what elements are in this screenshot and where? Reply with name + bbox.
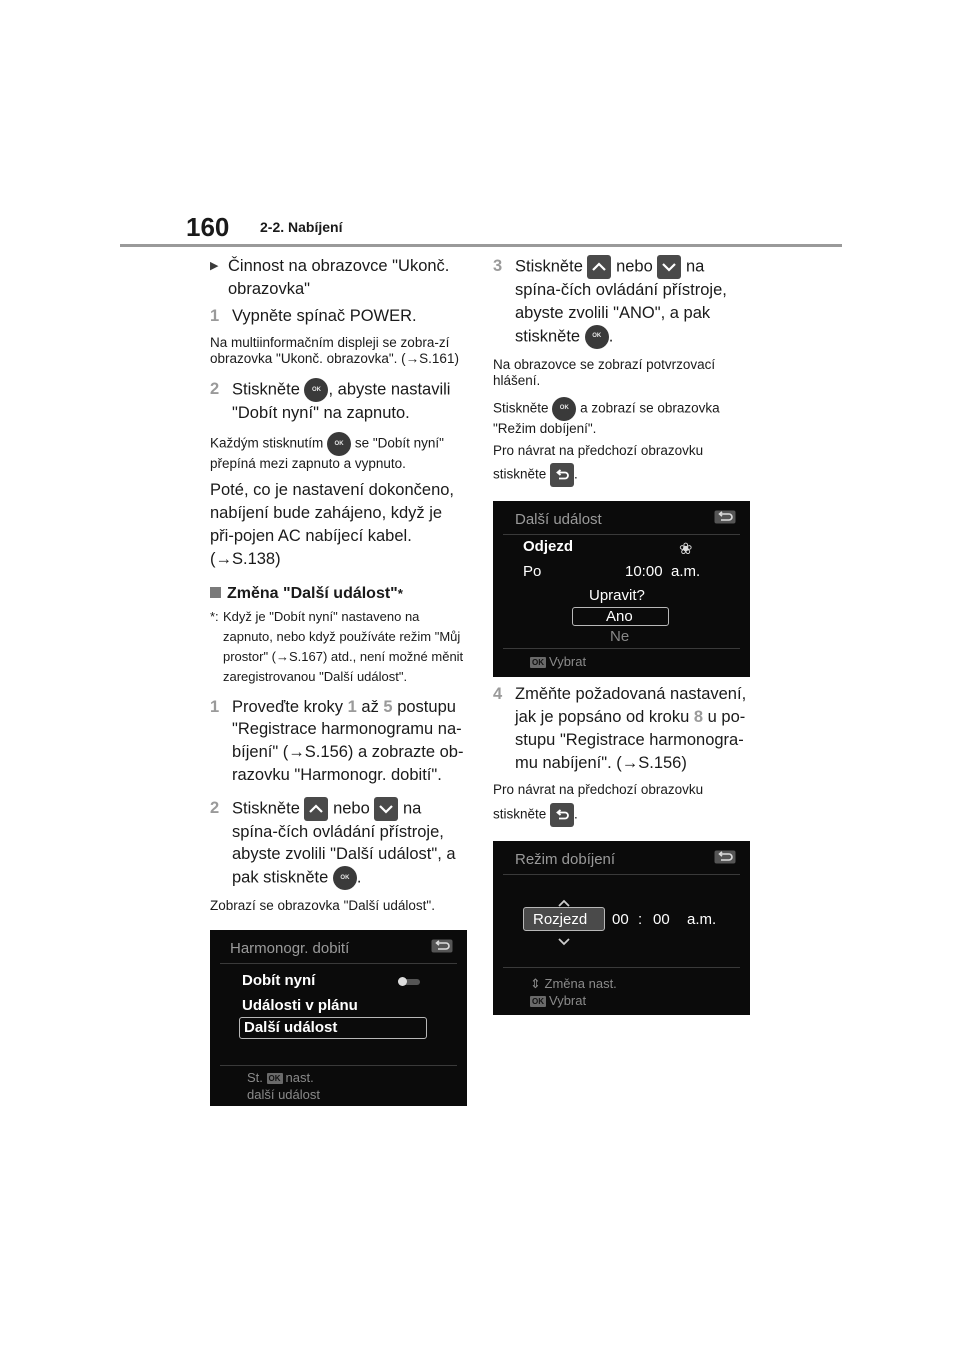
step-3 xyxy=(210,696,470,787)
footnote-mark: *: xyxy=(210,609,219,624)
subheading-text: Změna "Další událost" xyxy=(227,585,398,602)
step-text-a: Stiskněte xyxy=(232,380,300,399)
menu-item-udalosti: Události v plánu xyxy=(242,997,358,1015)
step-5 xyxy=(493,255,753,349)
up-arrow-icon xyxy=(304,797,328,821)
screen-dalsi-udalost xyxy=(493,501,750,677)
step-text-a: Stiskněte xyxy=(515,257,583,276)
menu-item-dalsi-udalost: Další událost xyxy=(244,1019,338,1037)
screen-rule xyxy=(220,963,457,964)
screen-rule xyxy=(503,648,740,649)
note-5-a: Stiskněte xyxy=(493,400,549,416)
screen-footer-2 xyxy=(530,993,586,1008)
note-6: Pro návrat na předchozí obrazovku xyxy=(493,443,704,459)
down-arrow-icon xyxy=(657,255,681,279)
label-odjezd: Odjezd xyxy=(523,538,574,556)
step-ref: 8 xyxy=(693,708,704,727)
footer-text: Vybrat xyxy=(549,654,587,670)
option-ano: Ano xyxy=(606,608,633,626)
screen-title: Další událost xyxy=(515,511,602,529)
step-text-c: postupu "Registrace harmonogramu na-bíjení" (→S.156) a zobrazte ob-razovku "Harmonogr. dobití". xyxy=(232,697,464,784)
note-6b xyxy=(493,463,753,487)
screen-rule xyxy=(503,534,740,535)
ok-button-icon: OK xyxy=(327,432,351,456)
step-number: 4 xyxy=(493,685,503,704)
step-number: 2 xyxy=(210,798,220,817)
note-2-b: se "Dobít nyní" přepíná mezi zapnuto a vypnuto. xyxy=(210,436,444,472)
step-text: Vypněte spínač POWER. xyxy=(232,306,417,325)
step-number: 3 xyxy=(493,257,503,275)
note-5 xyxy=(493,397,753,437)
toggle-switch xyxy=(398,979,420,985)
step-text-b: u po-stupu "Registrace harmonogra-mu nabíjení". (→S.156) xyxy=(515,708,746,772)
step-ref: 1 xyxy=(347,697,357,716)
screen-rezim-dobijeni xyxy=(493,841,750,1015)
screen-footer xyxy=(530,654,586,669)
section-title: 2-2. Nabíjení xyxy=(260,219,343,235)
ok-button-icon: OK xyxy=(585,325,609,349)
dialog-question: Upravit? xyxy=(589,587,645,605)
square-bullet-icon xyxy=(210,587,221,598)
time-value: 10:00 xyxy=(625,563,663,581)
note-6b-b: . xyxy=(574,466,578,482)
note-3: Zobrazí se obrazovka "Další událost". xyxy=(210,898,435,914)
screen-harmonogram xyxy=(210,930,467,1106)
screen-rule xyxy=(503,874,740,875)
ok-button-icon: OK xyxy=(304,378,328,402)
step-6 xyxy=(493,683,753,774)
screen-footer-2: další událost xyxy=(247,1087,320,1103)
subheading xyxy=(210,585,470,603)
paragraph-1: Poté, co je nastavení dokončeno, nabíjení bude zahájeno, když je při-pojen AC nabíjecí kabel. (→S.138) xyxy=(210,480,455,568)
step-text-a: Proveďte kroky xyxy=(232,697,344,716)
updown-icon: ⇕ xyxy=(530,975,541,991)
menu-item-dobit-nyni: Dobít nyní xyxy=(242,972,316,990)
step-4 xyxy=(210,797,470,891)
step-text-b: nebo xyxy=(616,257,653,276)
day-value: Po xyxy=(523,563,542,581)
ok-chip: OK xyxy=(532,658,544,668)
note-7b-b: . xyxy=(574,806,578,822)
screen-footer-1 xyxy=(530,976,617,992)
hour-value: 00 xyxy=(612,910,629,928)
footer-text: Vybrat xyxy=(549,992,587,1008)
up-arrow-icon xyxy=(587,255,611,279)
screen-rule xyxy=(503,967,740,968)
step-text-b: až xyxy=(361,697,379,716)
step-text-a: Změňte požadovaná nastavení, jak je popsáno od kroku xyxy=(515,685,747,727)
footer-text: Změna nast. xyxy=(544,975,617,991)
subheading-sup: * xyxy=(397,586,403,601)
screen-rule xyxy=(220,1065,457,1066)
screen-title: Harmonogr. dobití xyxy=(230,940,350,958)
note-7b-a: stiskněte xyxy=(493,806,547,822)
option-ne: Ne xyxy=(610,628,630,646)
ampm-value: a.m. xyxy=(687,910,717,928)
screen-title: Režim dobíjení xyxy=(515,850,616,868)
step-text-b: , abyste nastavili "Dobít nyní" na zapnuto. xyxy=(232,380,451,422)
screen-footer-1 xyxy=(247,1070,314,1085)
footer-text: St. xyxy=(247,1070,263,1086)
page-number: 160 xyxy=(186,212,230,242)
ok-chip: OK xyxy=(268,1074,281,1084)
back-button-icon xyxy=(550,463,574,487)
fan-icon: ❀ xyxy=(679,541,693,559)
back-icon xyxy=(431,939,453,958)
back-icon xyxy=(714,510,736,529)
step-number: 1 xyxy=(210,306,220,325)
minute-value: 00 xyxy=(653,910,670,928)
note-2-a: Každým stisknutím xyxy=(210,436,324,451)
right-column xyxy=(493,255,753,1015)
step-ref: 5 xyxy=(383,697,393,716)
step-number: 2 xyxy=(210,379,220,398)
ok-button-icon: OK xyxy=(333,866,357,890)
footer-text: nast. xyxy=(285,1070,314,1086)
note-2 xyxy=(210,432,470,472)
ok-chip: OK xyxy=(532,996,544,1006)
down-arrow-icon xyxy=(374,797,398,821)
note-4: Na obrazovce se zobrazí potvrzovací hlášení. xyxy=(493,356,716,388)
toggle-knob xyxy=(398,977,407,986)
note-5-b: a zobrazí se obrazovka "Režim dobíjení". xyxy=(493,400,720,436)
back-button-icon xyxy=(550,803,574,827)
intro-item xyxy=(210,255,470,301)
note-7b xyxy=(493,803,753,827)
ok-button-icon: OK xyxy=(552,397,576,421)
step-text-b: nebo xyxy=(333,798,370,817)
chevron-down-icon xyxy=(557,933,571,951)
time-colon: : xyxy=(638,910,643,928)
step-1 xyxy=(210,305,470,328)
note-7: Pro návrat na předchozí obrazovku xyxy=(493,782,704,798)
step-number: 1 xyxy=(210,697,220,716)
step-text-a: Stiskněte xyxy=(232,798,300,817)
note-1: Na multiinformačním displeji se zobra-zí obrazovka "Ukonč. obrazovka". (→S.161) xyxy=(210,335,459,367)
step-2 xyxy=(210,378,470,425)
step-text-d: . xyxy=(608,326,614,345)
back-icon xyxy=(714,850,736,869)
field-rozjezd: Rozjezd xyxy=(533,910,588,928)
left-column xyxy=(210,255,470,1106)
step-text-c: na spína-čích ovládání přístroje, abyste zvolili "ANO", a pak stiskněte xyxy=(515,257,727,345)
intro-text: Činnost na obrazovce "Ukonč. obrazovka" xyxy=(228,257,450,298)
note-6b-a: stiskněte xyxy=(493,466,547,482)
step-text-c: na spína-čích ovládání přístroje, abyste zvolili "Další událost", a pak stiskněte xyxy=(232,798,456,887)
step-text-d: . xyxy=(356,868,362,887)
header-rule xyxy=(120,244,842,247)
triangle-bullet-icon: ▶ xyxy=(210,260,219,272)
footnote-text: Když je "Dobít nyní" nastaveno na zapnuto, nebo když používáte režim "Můj prostor" (→S.167) atd., není možné měnit zaregistrovanou "Další událost". xyxy=(223,609,464,685)
ampm-value: a.m. xyxy=(671,563,701,581)
footnote xyxy=(210,607,470,688)
